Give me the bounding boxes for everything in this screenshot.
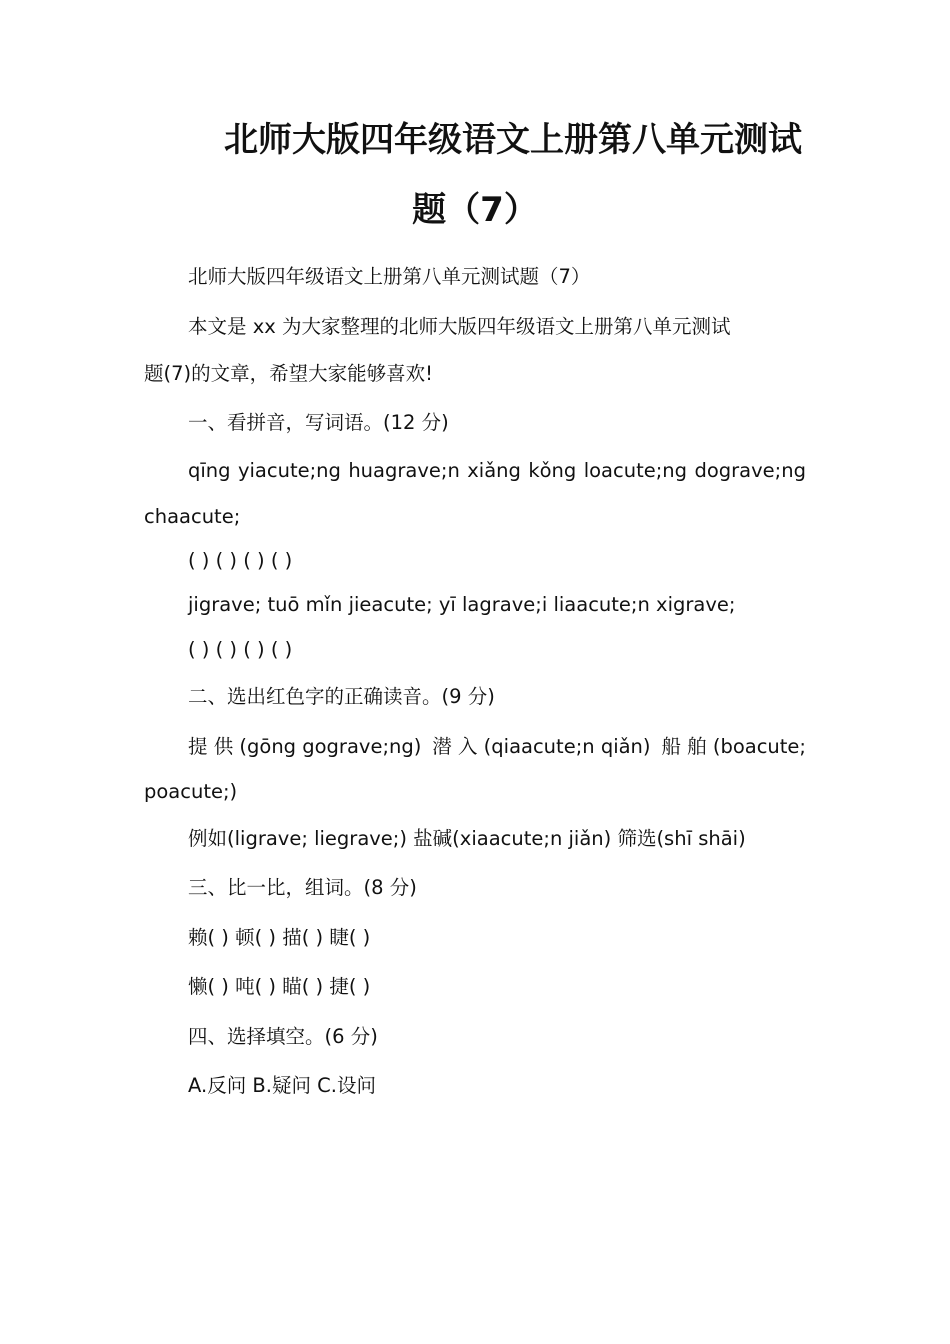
- reading-choice: 潜 入 (qiaacute;n qiǎn): [432, 735, 651, 758]
- reading-choice: 提 供 (gōng gograve;ng): [188, 735, 422, 758]
- section-1-pinyin-row-1-continued: chaacute;: [144, 505, 241, 528]
- document-title-line-2: 题（7）: [412, 190, 538, 230]
- reading-choice: 船 舶 (boacute;: [661, 735, 806, 758]
- section-1-pinyin-row-1: [188, 459, 806, 483]
- section-4-heading: 四、选择填空。(6 分): [188, 1025, 378, 1048]
- section-3-heading: 三、比一比，组词。(8 分): [188, 876, 417, 899]
- section-2-row-1: [188, 735, 806, 759]
- intro-title-paragraph: 北师大版四年级语文上册第八单元测试题（7）: [188, 265, 591, 288]
- section-1-blanks-row-1: ( ) ( ) ( ) ( ): [188, 549, 293, 572]
- section-3-row-2: 懒( ) 吨( ) 瞄( ) 捷( ): [188, 975, 371, 998]
- section-3-row-1: 赖( ) 顿( ) 描( ) 睫( ): [188, 926, 371, 949]
- section-4-options: A.反问 B.疑问 C.设问: [188, 1074, 376, 1097]
- section-2-heading: 二、选出红色字的正确读音。(9 分): [188, 685, 495, 708]
- pinyin-word: loacute;ng: [583, 459, 688, 482]
- pinyin-word: huagrave;n: [348, 459, 460, 482]
- intro-paragraph-line-2: 题(7)的文章，希望大家能够喜欢!: [144, 362, 433, 385]
- section-1-blanks-row-2: ( ) ( ) ( ) ( ): [188, 638, 293, 661]
- section-2-row-2: 例如(ligrave; liegrave;) 盐碱(xiaacute;n jiǎn) 筛选(shī shāi): [188, 827, 746, 850]
- pinyin-word: dograve;ng: [694, 459, 806, 482]
- section-2-row-1-continued: poacute;): [144, 780, 238, 803]
- section-1-heading: 一、看拼音，写词语。(12 分): [188, 411, 449, 434]
- pinyin-word: yiacute;ng: [237, 459, 341, 482]
- pinyin-word: kǒng: [528, 459, 577, 482]
- intro-paragraph-line-1: 本文是 xx 为大家整理的北师大版四年级语文上册第八单元测试: [188, 315, 731, 338]
- pinyin-word: qīng: [188, 459, 231, 482]
- pinyin-word: xiǎng: [467, 459, 521, 482]
- document-title-line-1: 北师大版四年级语文上册第八单元测试: [224, 120, 802, 160]
- section-1-pinyin-row-2: jigrave; tuō mǐn jieacute; yī lagrave;i liaacute;n xigrave;: [188, 593, 736, 616]
